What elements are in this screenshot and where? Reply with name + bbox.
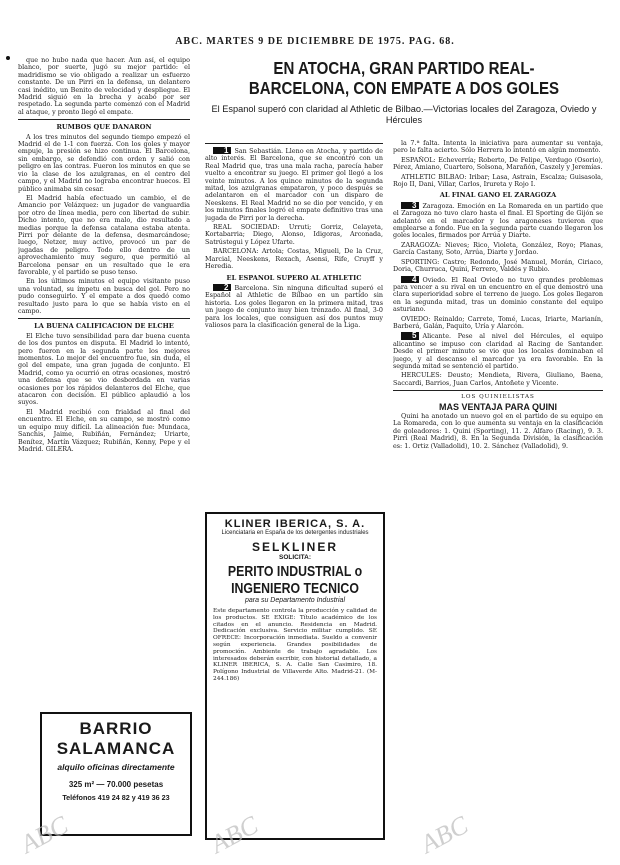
ad-position: PERITO INDUSTRIAL o INGENIERO TECNICO bbox=[227, 563, 363, 597]
subheading: AL FINAL GANO EL ZARAGOZA bbox=[439, 191, 557, 200]
divider bbox=[18, 119, 190, 120]
job-advertisement bbox=[205, 512, 385, 840]
ad-company: KLINER IBERICA, S. A. bbox=[224, 518, 366, 530]
ad-body: Este departamento controla la producción y calidad de los productos. SE EXIGE: Título académico de los citados en el anuncio. Residencia en Madrid. Dedicación exclusiva. Servicio militar cumplido. SE OFRECE: Incorporación inmediata. Sueldo a convenir según experiencia. Grandes posibilidades de promoción. Ambiente de trabajo agradable. Los interesados deberán escribir, con historial detallado, a KLINER IBERICA, S. A. Calle San Casimiro, 18. Polígono Industrial de Villaverde Alto. Madrid-21. (M-244.186) bbox=[213, 608, 377, 682]
ad-line: SALAMANCA bbox=[56, 739, 176, 758]
match-number: 5 bbox=[401, 332, 419, 339]
article-text: El Madrid recibió con frialdad al final del encuentro. El Elche, en su campo, se mostró como un equipo muy difícil. La alineación fue: Mundaca, Sanchis, Jaime, Rubiñán, Fernández; Uriarte, Benítez, Martín Vázquez; Rubiñán, Kenny, Pepe y el Madrid. GILERA. bbox=[18, 407, 190, 453]
article-text: que no hubo nada que hacer. Aun así, el equipo blanco, por suerte, jugó su mejor partido: el madridismo se vio obligado a realizar un esfuerzo constante. De un Pirri en la defensa, un delantero casi inédito, un Benito de velocidad y despliegue. El Madrid siguió en la brecha y acabó por ser respetado. La segunda parte comenzó con el Madrid al ataque, y pronto llegó el empate. bbox=[18, 57, 190, 116]
article-text: 1 San Sebastián. Lleno en Atocha, y partido de alto interés. El Barcelona, que se encontró con un Real Madrid que, tras una mala racha, parecía haber vuelto a encontrar su juego. El primer gol llegó a los veinte minutos. A los quince minutos de la segunda mitad, los azulgranas empataron, y poco después se adelantaron en el marcador con un disparo de Neeskens. El Real Madrid no se dio por vencido, y en los minutos finales logró el empate definitivo tras una jugada de Pirri por la derecha. bbox=[205, 146, 383, 222]
lineup: ESPAÑOL: Echeverría; Roberto, De Felipe, Verdugo (Osorio), Pérez, Amiano, Cuartero, Solsona, Marañón, Caszely y Jeremías. bbox=[393, 155, 603, 172]
section-label: LOS QUINIELISTAS bbox=[461, 394, 535, 401]
ad-phone: Teléfonos 419 24 82 y 419 36 23 bbox=[62, 793, 170, 802]
ad-department: para su Departamento Industrial bbox=[245, 597, 345, 604]
article-text: 5 Alicante. Pese al nivel del Hércules, el equipo alicantino se impuso con claridad al Racing de Santander. Desde el primer minuto se vio que los locales dominaban el juego, y al descanso el marcador ya era favorable. En la segunda mitad se sentenció el partido. bbox=[393, 331, 603, 370]
ad-brand: SELKLINER bbox=[251, 540, 338, 554]
ad-line: BARRIO bbox=[79, 719, 153, 738]
article-text: Quini ha anotado un nuevo gol en el partido de su equipo en La Romareda, con lo que aumenta su ventaja en la clasificación de goleadores: 1. Quini (Sporting), 11. 2. Alfaro (Racing), 9. 3. Pirri (Real Madrid), 8. En la Segunda División, la clasificación es: 1. Ortiz (Valladolid), 10. 2. Sánchez (Valladolid), 9. bbox=[393, 412, 603, 450]
article-text: 4 Oviedo. El Real Oviedo no tuvo grandes problemas para vencer a su rival en un encuentro en el que demostró una clara superioridad sobre el terreno de juego. Los goles llegaron en la segunda mitad, tras un dominio constante del equipo asturiano. bbox=[393, 274, 603, 314]
lineup: SPORTING: Castro; Redondo, José Manuel, Morán, Ciriaco, Doria, Churruca, Quini, Ferrero, Valdés y Rubio. bbox=[393, 257, 603, 274]
match-number: 4 bbox=[401, 276, 419, 283]
lineup: OVIEDO: Reinaldo; Carrete, Tomé, Lucas, Iriarte, Marianín, Barberá, Galán, Paquito, Uría y Alarcón. bbox=[393, 314, 603, 330]
match-number: 1 bbox=[213, 147, 231, 154]
lineup: ATHLETIC BILBAO: Iribar; Lasa, Astrain, Escalza; Guisasola, Rojo II, Dani, Villar, Carlos, Irureta y Rojo I. bbox=[393, 172, 603, 189]
ad-tagline: Licenciataria en España de los detergentes industriales bbox=[221, 530, 369, 536]
article-text: El Elche tuvo sensibilidad para dar buena cuenta de los dos puntos en disputa. El Madrid lo intentó, pero fueron en la segunda parte los mejores momentos. Lo mejor del encuentro fue, sin duda, el gol del empate, una gran jugada de conjunto. El Madrid, como ya ocurrió en otras ocasiones, mostró una defensa que se vio desbordada en varias ocasiones por los rápidos delanteros del Elche, que atacaron con decisión. El público aplaudió a los suyos. bbox=[18, 331, 190, 407]
column-right bbox=[393, 140, 603, 857]
subheading: EL ESPANOL SUPERO AL ATHLETIC bbox=[226, 273, 362, 282]
article-text: En los últimos minutos el equipo visitante puso una voluntad, su ímpetu en busca del gol. Pero no pudo conseguirlo. Y el empate a dos quedó como resultado justo para lo que se había visto en el campo. bbox=[18, 277, 190, 315]
divider bbox=[393, 390, 603, 391]
article-text: El Madrid había efectuado un cambio, el de Amancio por Velázquez: un jugador de vanguardia por otro de línea media, pero con libertad de subir. Dicho intento, que no era malo, dio resultado a medias porque la defensa catalana estaba atenta. Pirri por delante de la defensa, desmarcándose; luego, Netzer, muy activo, provocó un par de jugadas de peligro. Todo ello dentro de un aprovechamiento muy seguro, que permitió al Barcelona pensar en un resultado que le era favorable, y el partido se puso tenso. bbox=[18, 193, 190, 276]
lineup: ZARAGOZA: Nieves; Rico, Violeta, González, Royo; Planas, García Castany, Soto, Arrúa, Diarte y Jordao. bbox=[393, 240, 603, 257]
lineup: REAL SOCIEDAD: Urruti; Gorriz, Celayeta, Kortabarria; Diego, Alonso, Idigoras, Arconada, Satrústegui y López Ufarte. bbox=[205, 223, 383, 246]
article-text: 2 Barcelona. Sin ninguna dificultad superó el Español al Athletic de Bilbao en un partido sin historia. Los goles llegaron en la primera mitad, tras un juego de conjunto muy bien trenzado. Al final, 3-0 para los locales, que consiguen así dos puntos muy valiosos para la clasificación general de la Liga. bbox=[205, 282, 383, 329]
article-text: la 7.ª falta. Intenta la iniciativa para aumentar su ventaja, pero le falta acierto. Sólo Herrera lo intentó en algún momento. bbox=[393, 140, 603, 155]
watermark: ABC bbox=[205, 810, 263, 859]
headline-deck: El Espanol superó con claridad al Athletic de Bilbao.—Victorias locales del Zaragoza, Oviedo y Hércules bbox=[211, 104, 597, 125]
main-headline: EN ATOCHA, GRAN PARTIDO REAL-BARCELONA, CON EMPATE A DOS GOLES bbox=[248, 58, 560, 98]
watermark: ABC bbox=[15, 810, 73, 859]
section-title: MAS VENTAJA PARA QUINI bbox=[438, 401, 557, 412]
divider bbox=[18, 318, 190, 319]
match-number: 2 bbox=[213, 284, 231, 291]
article-text: 3 Zaragoza. Emoción en La Romareda en un partido que el Zaragoza no tuvo claro hasta el final. El Sporting de Gijón se adelantó en el marcador y los aragoneses tuvieron que emplearse a fondo. Fue en la segunda parte cuando llegaron los goles locales, firmados por Arrúa y Diarte. bbox=[393, 200, 603, 240]
divider bbox=[205, 143, 383, 144]
page-mark bbox=[6, 56, 10, 60]
subheading: RUMBOS QUE DANARON bbox=[56, 123, 152, 132]
watermark: ABC bbox=[415, 810, 473, 859]
article-text: A los tres minutos del segundo tiempo empezó el Madrid el de 1-1 con fuerza. Con los goles y mayor empuje, la presión se hizo continua. El Barcelona, sin embargo, se defendió con orden y salió con peligro en las contras. Fueron los minutos en que se vio la clase de los azulgranas, en el centro del campo, y el Madrid no lograba encontrar huecos. El público animaba sin cesar. bbox=[18, 132, 190, 193]
ad-line: alquilo oficinas directamente bbox=[57, 762, 175, 772]
ad-price: 325 m² — 70.000 pesetas bbox=[68, 780, 164, 789]
subheading: LA BUENA CALIFICACION DE ELCHE bbox=[34, 322, 174, 331]
ad-requests: SOLICITA: bbox=[278, 554, 311, 561]
lineup: HERCULES: Deusto; Mendieta, Rivera, Giuliano, Baena, Saccardi, Barrios, Juan Carlos, Antoñete y Vicente. bbox=[393, 371, 603, 387]
lineup: BARCELONA: Artola; Costas, Migueli, De la Cruz, Marcial, Neeskens, Rexach, Asensi, Rife, Cruyff y Heredia. bbox=[205, 247, 383, 271]
page-header: ABC. MARTES 9 DE DICIEMBRE DE 1975. PAG. 68. bbox=[175, 36, 455, 47]
match-number: 3 bbox=[401, 202, 419, 209]
